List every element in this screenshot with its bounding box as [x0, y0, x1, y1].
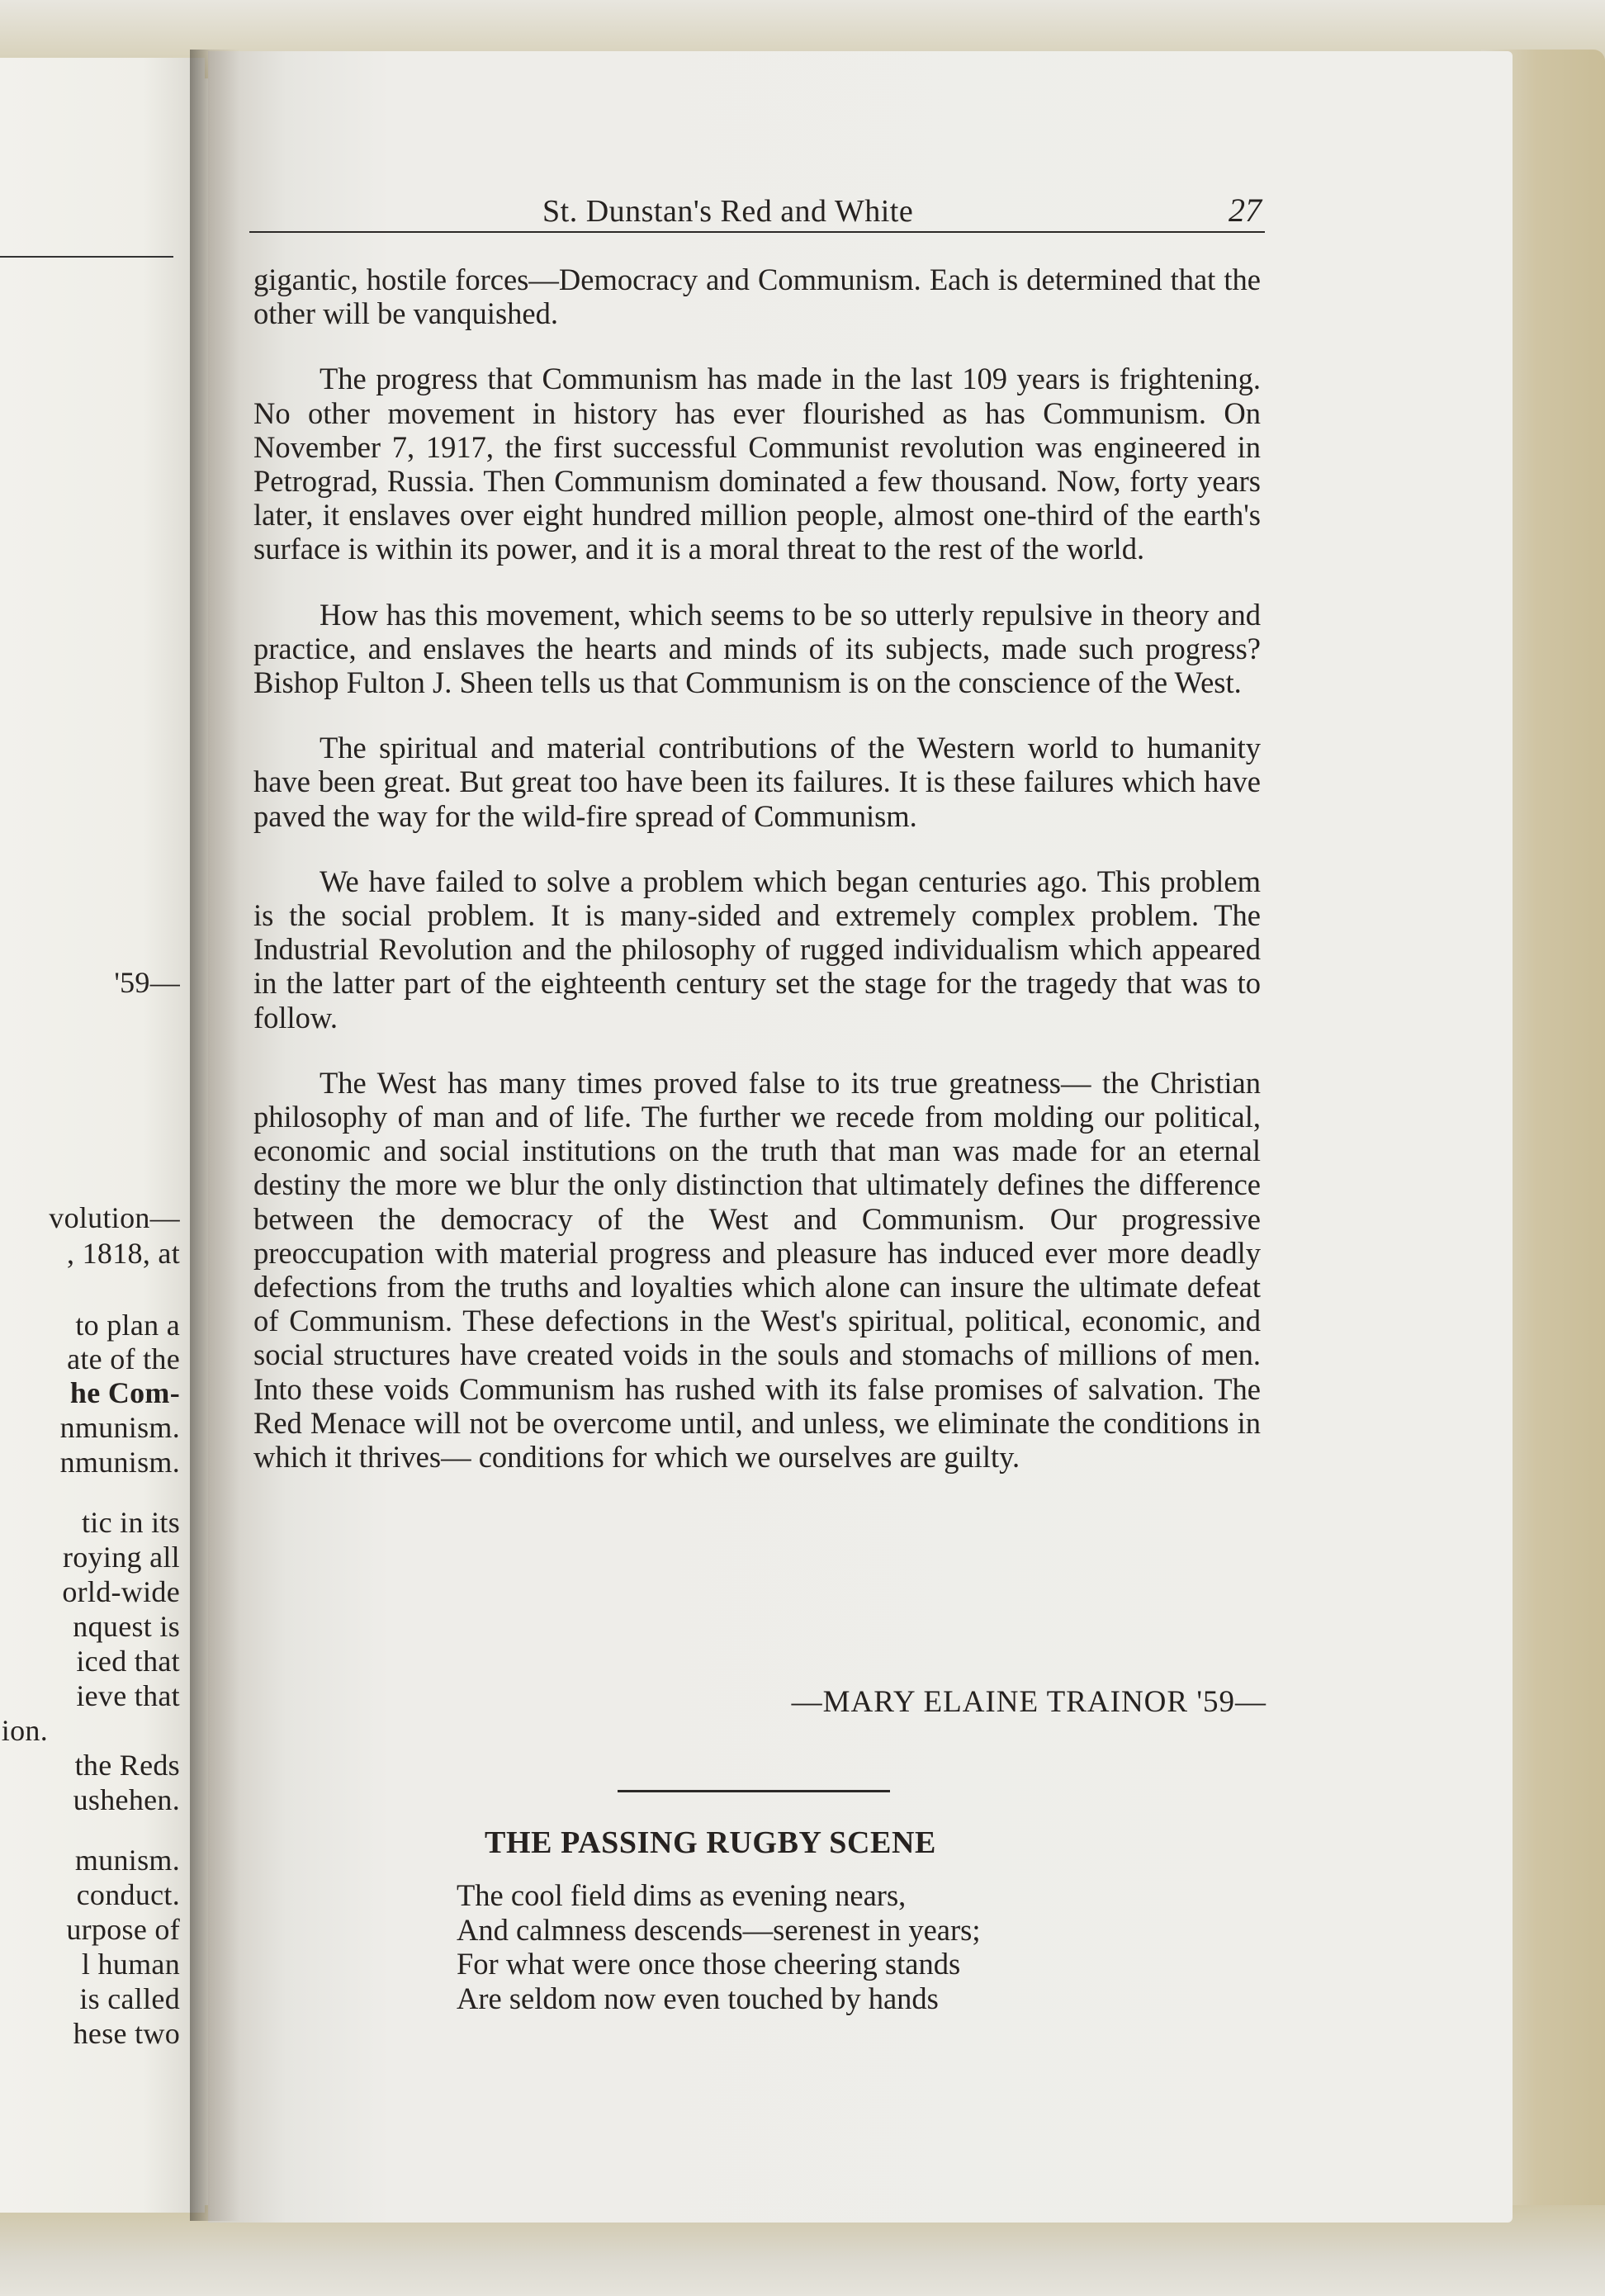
- article-paragraph: The West has many times proved false to its true greatness— the Christian philosophy of man and of life. The further we recede from molding our political, economic and social institutions on the truth that man was made for an eternal destiny the more we blur the only distinction that ultimately defines the difference between the democracy of the West and Communism. Our progressive preoccupation with material progress and pleasure has induced ever more deadly defections from the truths and loyalties which alone can insure the ultimate defeat of Communism. These defections in the West's spiritual, political, economic, and social structures have created voids in the souls and stomachs of millions of men. Into these voids Communism has rushed with its false promises of salvation. The Red Menace will not be overcome until, and unless, we eliminate the conditions in which it thrives— conditions for which we ourselves are guilty.: [253, 1065, 1261, 1475]
- left-page-line: ion.: [1, 1714, 48, 1747]
- section-divider: [618, 1790, 890, 1792]
- left-page-line: volution—: [49, 1201, 180, 1234]
- book-gutter-shadow: [190, 50, 239, 2221]
- left-page-line: hese two: [73, 2017, 180, 2050]
- left-page-line: urpose of: [66, 1913, 180, 1946]
- left-page-line: munism.: [74, 1844, 180, 1877]
- left-page-line: nmunism.: [59, 1411, 180, 1444]
- poem-line: Are seldom now even touched by hands: [457, 1981, 939, 2015]
- article-body: [253, 263, 1261, 1505]
- left-page-header-rule: [0, 256, 173, 258]
- left-page-line: ushehen.: [73, 1783, 180, 1816]
- author-signature: —MARY ELAINE TRAINOR '59—: [791, 1685, 1266, 1719]
- left-page-line: , 1818, at: [67, 1237, 180, 1270]
- poem-line: The cool field dims as evening nears,: [457, 1878, 907, 1912]
- left-page-line: to plan a: [75, 1309, 180, 1342]
- poem-body: [457, 1878, 981, 2015]
- left-page-line: '59—: [114, 966, 180, 999]
- left-page-line: iced that: [76, 1645, 180, 1678]
- page-number: 27: [1229, 192, 1262, 229]
- left-page-line: l human: [81, 1948, 180, 1981]
- article-paragraph: The progress that Communism has made in the last 109 years is frightening. No other movement in history has ever flourished as has Communism. On November 7, 1917, the first successful Communist revolution was engineered in Petrograd, Russia. Then Communism dominated a few thousand. Now, forty years later, it enslaves over eight hundred million people, almost one-third of the earth's surface is within its power, and it is a moral threat to the rest of the world.: [253, 362, 1261, 566]
- poem-line: For what were once those cheering stands: [457, 1947, 961, 1981]
- left-page-line: the Reds: [74, 1749, 180, 1782]
- left-page-line: is called: [79, 1982, 180, 2015]
- article-paragraph: How has this movement, which seems to be so utterly repulsive in theory and practice, and enslaves the hearts and minds of its subjects, made such progress? Bishop Fulton J. Sheen tells us that Communism is on the conscience of the West.: [253, 597, 1261, 700]
- left-page-line: he Com-: [69, 1376, 180, 1409]
- left-page-line: orld-wide: [62, 1575, 180, 1608]
- article-paragraph: We have failed to solve a problem which began centuries ago. This problem is the social problem. It is many-sided and extremely complex problem. The Industrial Revolution and the philosophy of rugged individualism which appeared in the latter part of the eighteenth century set the stage for the tragedy that was to follow.: [253, 864, 1261, 1034]
- article-paragraph: The spiritual and material contributions of the Western world to humanity have been great. But great too have been its failures. It is these failures which have paved the way for the wild-fire spread of Communism.: [253, 731, 1261, 833]
- poem-title: THE PASSING RUGBY SCENE: [485, 1825, 936, 1860]
- left-facing-page: [0, 58, 205, 2213]
- left-page-line: tic in its: [82, 1506, 180, 1539]
- left-page-line: nquest is: [73, 1610, 180, 1643]
- page-header: [249, 188, 1265, 233]
- left-page-line: ieve that: [76, 1679, 180, 1712]
- article-paragraph: gigantic, hostile forces—Democracy and Communism. Each is determined that the other will be vanquished.: [253, 263, 1261, 331]
- left-page-line: roying all: [63, 1541, 180, 1574]
- poem-line: And calmness descends—serenest in years;: [457, 1912, 981, 1947]
- left-page-line: nmunism.: [59, 1446, 180, 1479]
- left-page-line: ate of the: [67, 1342, 180, 1375]
- running-head: St. Dunstan's Red and White: [542, 194, 914, 229]
- left-page-line: conduct.: [76, 1878, 180, 1911]
